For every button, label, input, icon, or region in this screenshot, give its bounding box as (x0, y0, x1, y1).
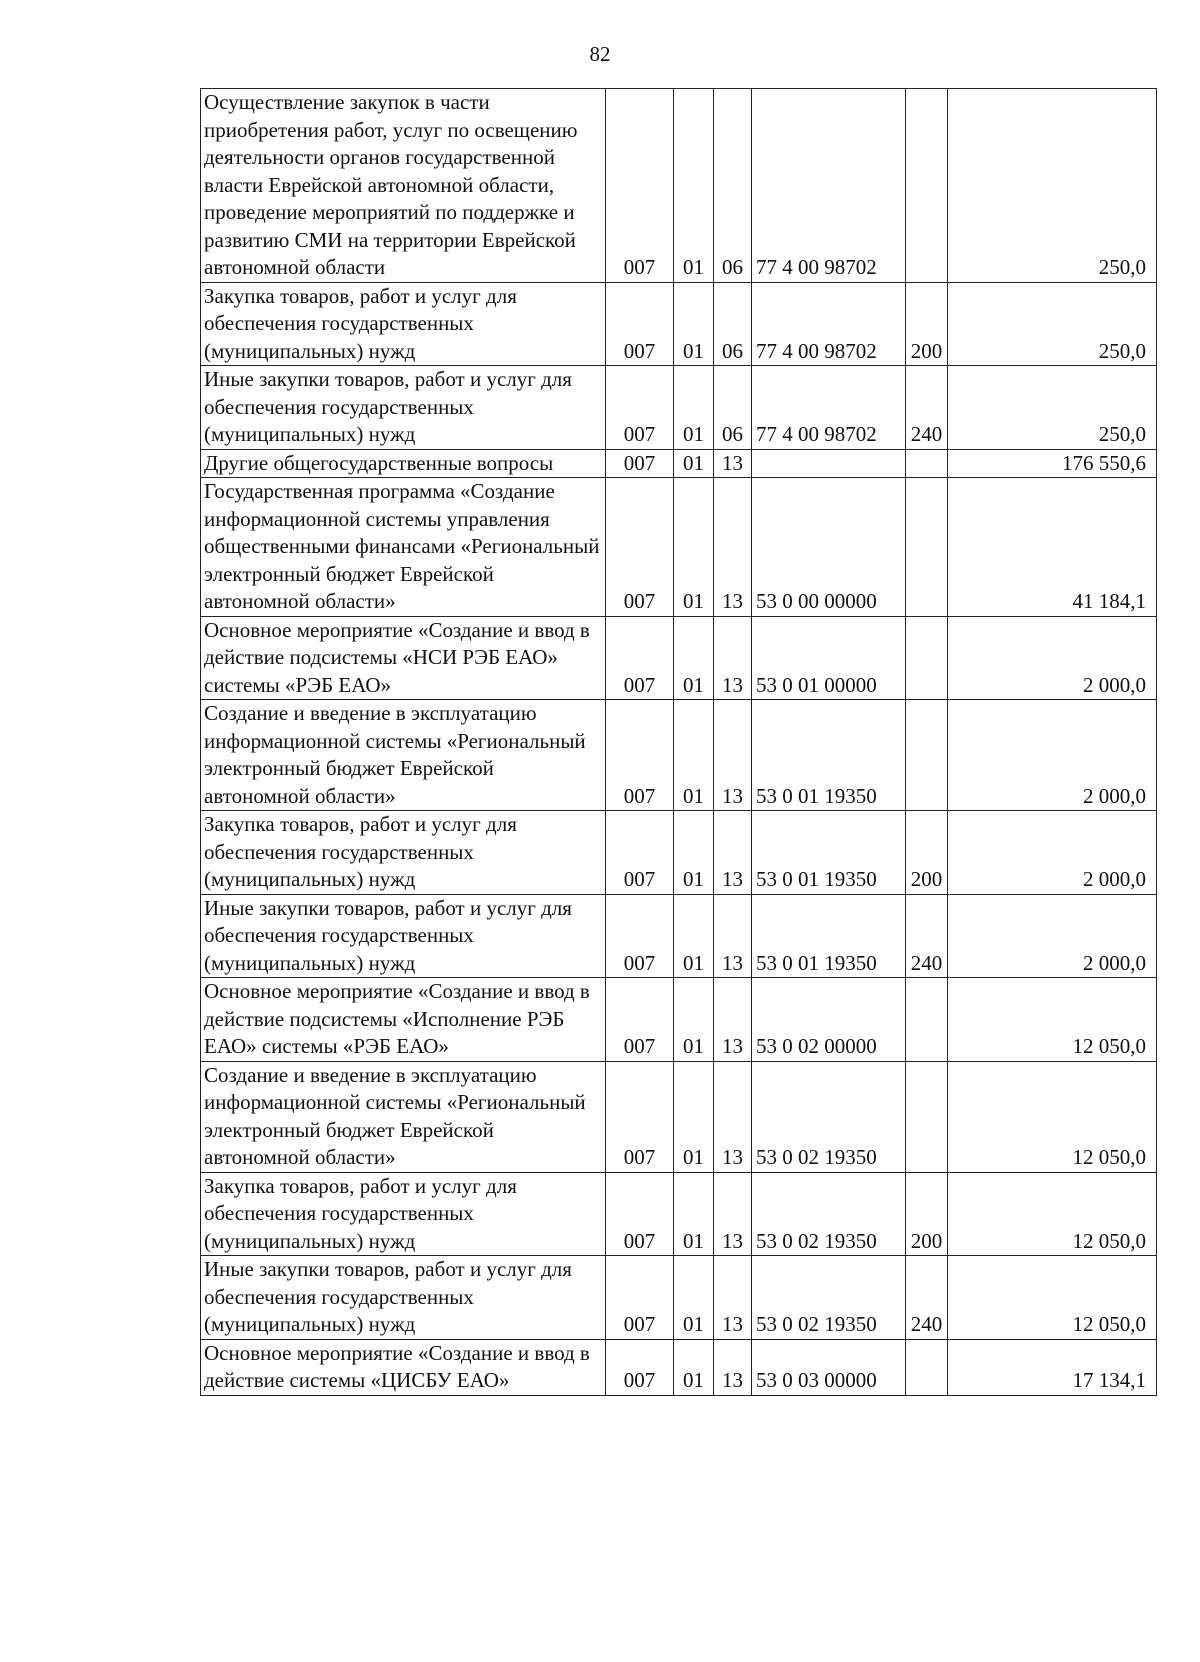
section-code: 01 (674, 1172, 714, 1256)
table-row (201, 366, 1157, 450)
subsection-code: 13 (714, 478, 752, 617)
expense-type-code (906, 1339, 948, 1395)
section-code: 01 (674, 282, 714, 366)
amount: 176 550,6 (948, 449, 1157, 478)
amount: 2 000,0 (948, 894, 1157, 978)
ministry-code: 007 (606, 616, 674, 700)
row-name: Основное мероприятие «Создание и ввод в действие системы «ЦИСБУ ЕАО» (201, 1339, 606, 1395)
expense-type-code (906, 616, 948, 700)
table-row (201, 700, 1157, 811)
amount: 12 050,0 (948, 1256, 1157, 1340)
target-article-code: 77 4 00 98702 (752, 282, 906, 366)
section-code: 01 (674, 1339, 714, 1395)
subsection-code: 13 (714, 978, 752, 1062)
row-name: Основное мероприятие «Создание и ввод в действие подсистемы «Исполнение РЭБ ЕАО» системы «РЭБ ЕАО» (201, 978, 606, 1062)
subsection-code: 13 (714, 811, 752, 895)
amount: 12 050,0 (948, 1061, 1157, 1172)
section-code: 01 (674, 478, 714, 617)
expense-type-code (906, 89, 948, 283)
table-row (201, 449, 1157, 478)
subsection-code: 13 (714, 449, 752, 478)
ministry-code: 007 (606, 366, 674, 450)
ministry-code: 007 (606, 282, 674, 366)
table-row (201, 616, 1157, 700)
ministry-code: 007 (606, 449, 674, 478)
target-article-code: 77 4 00 98702 (752, 366, 906, 450)
amount: 2 000,0 (948, 811, 1157, 895)
target-article-code: 53 0 02 19350 (752, 1061, 906, 1172)
table-row (201, 1256, 1157, 1340)
amount: 250,0 (948, 282, 1157, 366)
subsection-code: 13 (714, 1339, 752, 1395)
table-row (201, 478, 1157, 617)
row-name: Закупка товаров, работ и услуг для обеспечения государственных (муниципальных) нужд (201, 282, 606, 366)
ministry-code: 007 (606, 478, 674, 617)
amount: 12 050,0 (948, 1172, 1157, 1256)
target-article-code: 53 0 01 00000 (752, 616, 906, 700)
ministry-code: 007 (606, 894, 674, 978)
table-row (201, 89, 1157, 283)
ministry-code: 007 (606, 811, 674, 895)
amount: 12 050,0 (948, 978, 1157, 1062)
expense-type-code (906, 478, 948, 617)
expense-type-code (906, 1061, 948, 1172)
expense-type-code: 240 (906, 1256, 948, 1340)
subsection-code: 13 (714, 700, 752, 811)
amount: 2 000,0 (948, 616, 1157, 700)
expense-type-code (906, 700, 948, 811)
subsection-code: 06 (714, 366, 752, 450)
table-row (201, 811, 1157, 895)
expense-type-code (906, 978, 948, 1062)
expense-type-code: 200 (906, 1172, 948, 1256)
target-article-code: 53 0 03 00000 (752, 1339, 906, 1395)
section-code: 01 (674, 1256, 714, 1340)
ministry-code: 007 (606, 1339, 674, 1395)
ministry-code: 007 (606, 1172, 674, 1256)
row-name: Иные закупки товаров, работ и услуг для обеспечения государственных (муниципальных) нужд (201, 894, 606, 978)
budget-table (200, 88, 1157, 1396)
amount: 250,0 (948, 89, 1157, 283)
table-row (201, 282, 1157, 366)
target-article-code: 53 0 02 19350 (752, 1172, 906, 1256)
amount: 250,0 (948, 366, 1157, 450)
section-code: 01 (674, 1061, 714, 1172)
row-name: Основное мероприятие «Создание и ввод в действие подсистемы «НСИ РЭБ ЕАО» системы «РЭБ ЕАО» (201, 616, 606, 700)
target-article-code: 53 0 02 00000 (752, 978, 906, 1062)
subsection-code: 13 (714, 1061, 752, 1172)
table-row (201, 1172, 1157, 1256)
table-row (201, 978, 1157, 1062)
section-code: 01 (674, 894, 714, 978)
section-code: 01 (674, 366, 714, 450)
target-article-code: 77 4 00 98702 (752, 89, 906, 283)
ministry-code: 007 (606, 89, 674, 283)
section-code: 01 (674, 811, 714, 895)
expense-type-code: 200 (906, 811, 948, 895)
row-name: Закупка товаров, работ и услуг для обеспечения государственных (муниципальных) нужд (201, 811, 606, 895)
section-code: 01 (674, 700, 714, 811)
target-article-code: 53 0 01 19350 (752, 894, 906, 978)
expense-type-code: 240 (906, 894, 948, 978)
ministry-code: 007 (606, 1256, 674, 1340)
section-code: 01 (674, 978, 714, 1062)
ministry-code: 007 (606, 978, 674, 1062)
row-name: Создание и введение в эксплуатацию информационной системы «Региональный электронный бюджет Еврейской автономной области» (201, 1061, 606, 1172)
row-name: Осуществление закупок в части приобретения работ, услуг по освещению деятельности органов государственной власти Еврейской автономной области, проведение мероприятий по поддержке и развитию СМИ на территории Еврейской автономной области (201, 89, 606, 283)
amount: 17 134,1 (948, 1339, 1157, 1395)
row-name: Иные закупки товаров, работ и услуг для обеспечения государственных (муниципальных) нужд (201, 1256, 606, 1340)
section-code: 01 (674, 89, 714, 283)
row-name: Иные закупки товаров, работ и услуг для обеспечения государственных (муниципальных) нужд (201, 366, 606, 450)
subsection-code: 13 (714, 894, 752, 978)
expense-type-code: 240 (906, 366, 948, 450)
page-number: 82 (589, 42, 611, 66)
subsection-code: 13 (714, 1256, 752, 1340)
target-article-code: 53 0 01 19350 (752, 811, 906, 895)
row-name: Закупка товаров, работ и услуг для обеспечения государственных (муниципальных) нужд (201, 1172, 606, 1256)
row-name: Другие общегосударственные вопросы (201, 449, 606, 478)
table-row (201, 1339, 1157, 1395)
subsection-code: 06 (714, 282, 752, 366)
subsection-code: 13 (714, 616, 752, 700)
target-article-code: 53 0 02 19350 (752, 1256, 906, 1340)
amount: 41 184,1 (948, 478, 1157, 617)
target-article-code (752, 449, 906, 478)
target-article-code: 53 0 00 00000 (752, 478, 906, 617)
expense-type-code (906, 449, 948, 478)
subsection-code: 13 (714, 1172, 752, 1256)
table-row (201, 894, 1157, 978)
subsection-code: 06 (714, 89, 752, 283)
row-name: Создание и введение в эксплуатацию информационной системы «Региональный электронный бюджет Еврейской автономной области» (201, 700, 606, 811)
section-code: 01 (674, 616, 714, 700)
table-row (201, 1061, 1157, 1172)
amount: 2 000,0 (948, 700, 1157, 811)
target-article-code: 53 0 01 19350 (752, 700, 906, 811)
expense-type-code: 200 (906, 282, 948, 366)
ministry-code: 007 (606, 1061, 674, 1172)
row-name: Государственная программа «Создание информационной системы управления общественными финансами «Региональный электронный бюджет Еврейской автономной области» (201, 478, 606, 617)
section-code: 01 (674, 449, 714, 478)
ministry-code: 007 (606, 700, 674, 811)
